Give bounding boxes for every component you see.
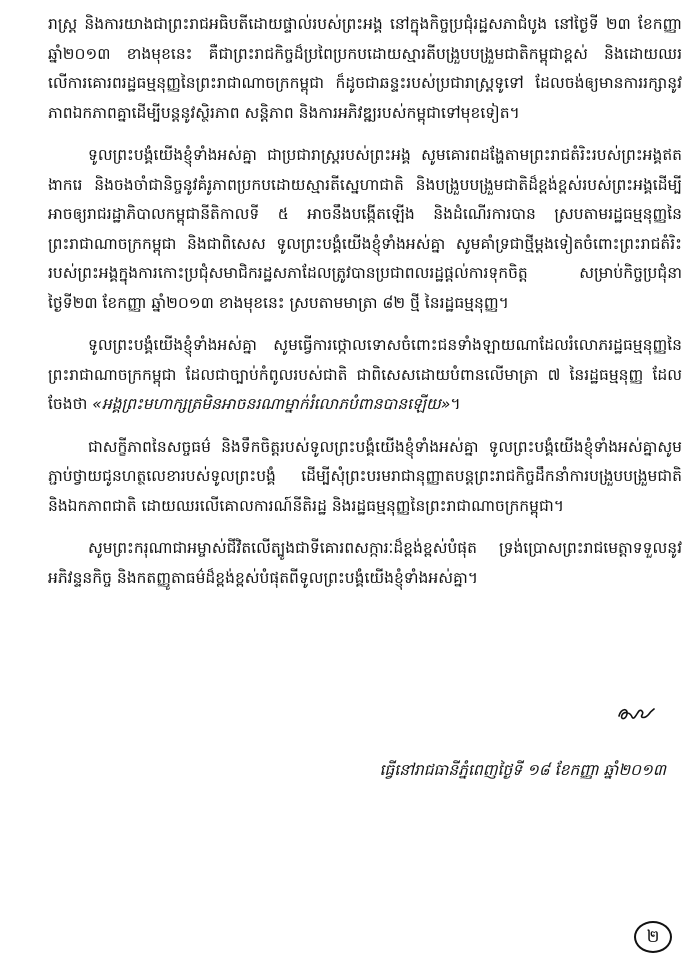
dateline: ធ្វើនៅរាជធានីភ្នំពេញថ្ងៃទី ១៨ ខែកញ្ញា ឆ្នាំ២០១៣ xyxy=(379,761,666,779)
paragraph-5: សូមព្រះករុណាជាអម្ចាស់ជីវិតលើត្បូងជាទីគោរពសក្ការៈដ៏ខ្ពង់ខ្ពស់បំផុត ទ្រង់ប្រោសព្រះរាជមេត្តាទទួលនូវអភិវន្ទនកិច្ច និងកតញ្ញូតាធម៌ដ៏ខ្ពង់ខ្ពស់បំផុតពីទូលព្រះបង្គំយើងខ្ញុំទាំងអស់គ្នា។ xyxy=(48,539,682,587)
paragraph-4: ជាសក្ខីភាពនៃសច្ចធម៌ និងទឹកចិត្តរបស់ទូលព្រះបង្គំយើងខ្ញុំទាំងអស់គ្នា ទូលព្រះបង្គំយើងខ្ញុំទាំងអស់គ្នាសូមភ្ជាប់ថ្វាយជូនហត្ថលេខារបស់ទូលព្រះបង្គំ ដើម្បីសុំព្រះបរមរាជានុញ្ញាតបន្តព្រះរាជកិច្ចដឹកនាំការបង្រួបបង្រួមជាតិ និងឯកភាពជាតិ ដោយឈរលើគោលការណ៍នីតិរដ្ឋ និងរដ្ឋធម្មនុញ្ញនៃព្រះរាជាណាចក្រកម្ពុជា។ xyxy=(48,437,682,515)
paragraph-3-end: ។ xyxy=(450,395,461,413)
constitution-quote: «អង្គព្រះមហាក្សត្រមិនអាចនរណាម្នាក់រំលោភបំពានបានឡើយ» xyxy=(92,395,451,413)
paragraph-3-text: ទូលព្រះបង្គំយើងខ្ញុំទាំងអស់គ្នា សូមធ្វើការថ្កោលទោសចំពោះជនទាំងឡាយណាដែលរំលោភរដ្ឋធម្មនុញ្ញនៃព្រះរាជាណាចក្រកម្ពុជា ដែលជាច្បាប់កំពូលរបស់ជាតិ ជាពិសេសដោយបំពានលើមាត្រា ៧ នៃរដ្ឋធម្មនុញ្ញ ដែលចែងថា xyxy=(48,336,682,413)
paragraph-3 xyxy=(48,331,682,420)
page-number: ២ xyxy=(634,921,672,953)
paragraph-1: រាស្ត្រ និងការយាងជាព្រះរាជអធិបតីដោយផ្ទាល់របស់ព្រះអង្គ នៅក្នុងកិច្ចប្រជុំរដ្ឋសភាជំបូង នៅថ្ងៃទី ២៣ ខែកញ្ញា ឆ្នាំ២០១៣ ខាងមុខនេះ គឺជាព្រះរាជកិច្ចដ៏ប្រពៃប្រកបដោយស្មារតីបង្រួបបង្រួមជាតិកម្ពុជាខ្ពស់ និងដោយឈរលើការគោរពរដ្ឋធម្មនុញ្ញនៃព្រះរាជាណាចក្រកម្ពុជា ក៏ដូចជាឆន្ទះរបស់ប្រជារាស្ត្រទូទៅ ដែលចង់ឲ្យមានការរក្សានូវភាពឯកភាពគ្នាដើម្បីបន្តនូវស្ថិរភាព សន្តិភាព និងការអភិវឌ្ឍរបស់កម្ពុជាទៅមុខទៀត។ xyxy=(48,15,682,122)
handwritten-initials xyxy=(616,700,656,726)
paragraph-2: ទូលព្រះបង្គំយើងខ្ញុំទាំងអស់គ្នា ជាប្រជារាស្ត្ររបស់ព្រះអង្គ សូមគោរពដង្ហែតាមព្រះរាជតំរិះរបស់ព្រះអង្គឥតងាករេ និងចងចាំជានិច្ចនូវគំរូភាពប្រកបដោយស្មារតីស្នេហាជាតិ និងបង្រួបបង្រួមជាតិដ៏ខ្ពង់ខ្ពស់របស់ព្រះអង្គដើម្បីអាចឲ្យរាជរដ្ឋាភិបាលកម្ពុជានីតិកាលទី ៥ អាចនឹងបង្កើតឡើង និងដំណើរការបាន ស្របតាមរដ្ឋធម្មនុញ្ញនៃព្រះរាជាណាចក្រកម្ពុជា និងជាពិសេស ទូលព្រះបង្គំយើងខ្ញុំទាំងអស់គ្នា សូមគាំទ្រជាថ្មីម្តងទៀតចំពោះព្រះរាជតំរិះរបស់ព្រះអង្គក្នុងការកោះប្រជុំសមាជិករដ្ឋសភាដែលត្រូវបានប្រជាពលរដ្ឋផ្តល់ការទុកចិត្ត សម្រាប់កិច្ចប្រជុំនាថ្ងៃទី២៣ ខែកញ្ញា ឆ្នាំ២០១៣ ខាងមុខនេះ ស្របតាមមាត្រា ៨២ ថ្មី នៃរដ្ឋធម្មនុញ្ញ។ xyxy=(48,146,682,312)
